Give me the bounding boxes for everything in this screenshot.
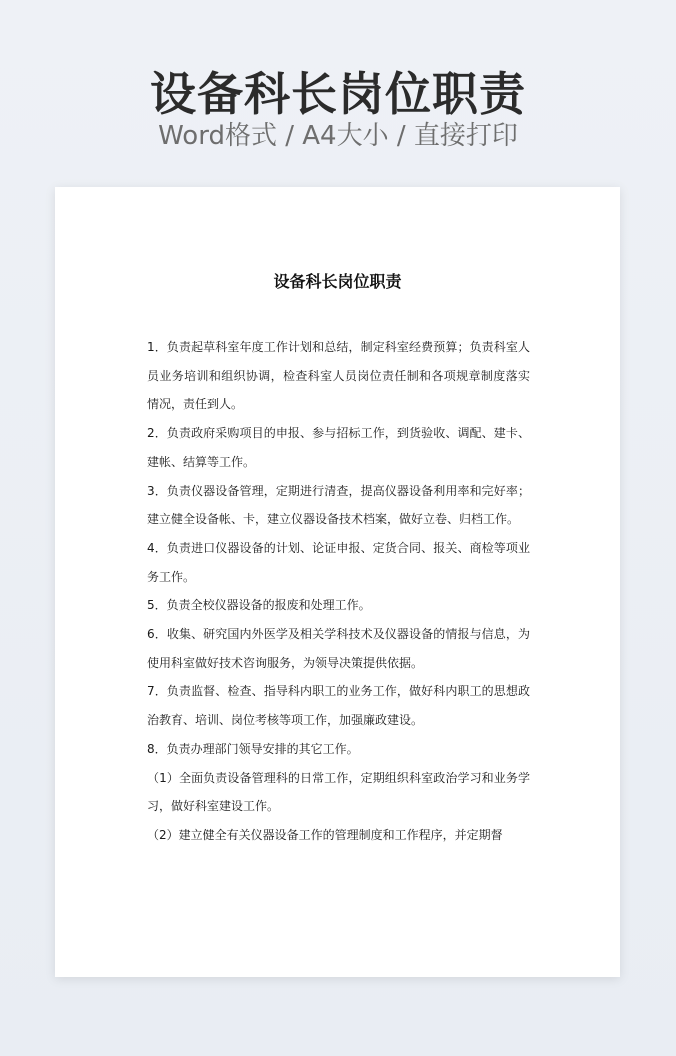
sub-paragraph-2: （2）建立健全有关仪器设备工作的管理制度和工作程序，并定期督 [147, 827, 503, 842]
paragraph-1: 1．负责起草科室年度工作计划和总结，制定科室经费预算；负责科室人员业务培训和组织协调，检查科室人员岗位责任制和各项规章制度落实情况，责任到人。 [147, 340, 530, 412]
document-body [147, 333, 530, 850]
paragraph-7: 7．负责监督、检查、指导科内职工的业务工作，做好科内职工的思想政治教育、培训、岗位考核等项工作，加强廉政建设。 [147, 684, 530, 728]
paragraph-8: 8．负责办理部门领导安排的其它工作。 [147, 741, 359, 756]
sub-paragraph-1: （1）全面负责设备管理科的日常工作，定期组织科室政治学习和业务学习，做好科室建设工作。 [147, 770, 530, 814]
paragraph-2: 2．负责政府采购项目的申报、参与招标工作，到货验收、调配、建卡、建帐、结算等工作。 [147, 426, 530, 469]
document-page [55, 187, 620, 977]
paragraph-4: 4．负责进口仪器设备的计划、论证申报、定货合同、报关、商检等项业务工作。 [147, 540, 530, 584]
paragraph-3: 3．负责仪器设备管理，定期进行清查，提高仪器设备利用率和完好率；建立健全设备帐、卡，建立仪器设备技术档案，做好立卷、归档工作。 [147, 483, 530, 527]
page-subtitle: Word格式 / A4大小 / 直接打印 [158, 121, 518, 151]
paragraph-6: 6．收集、研究国内外医学及相关学科技术及仪器设备的情报与信息，为使用科室做好技术咨询服务，为领导决策提供依据。 [147, 627, 530, 670]
page-title: 设备科长岗位职责 [150, 67, 526, 121]
paragraph-5: 5．负责全校仪器设备的报废和处理工作。 [147, 598, 371, 613]
document-title: 设备科长岗位职责 [273, 272, 402, 291]
